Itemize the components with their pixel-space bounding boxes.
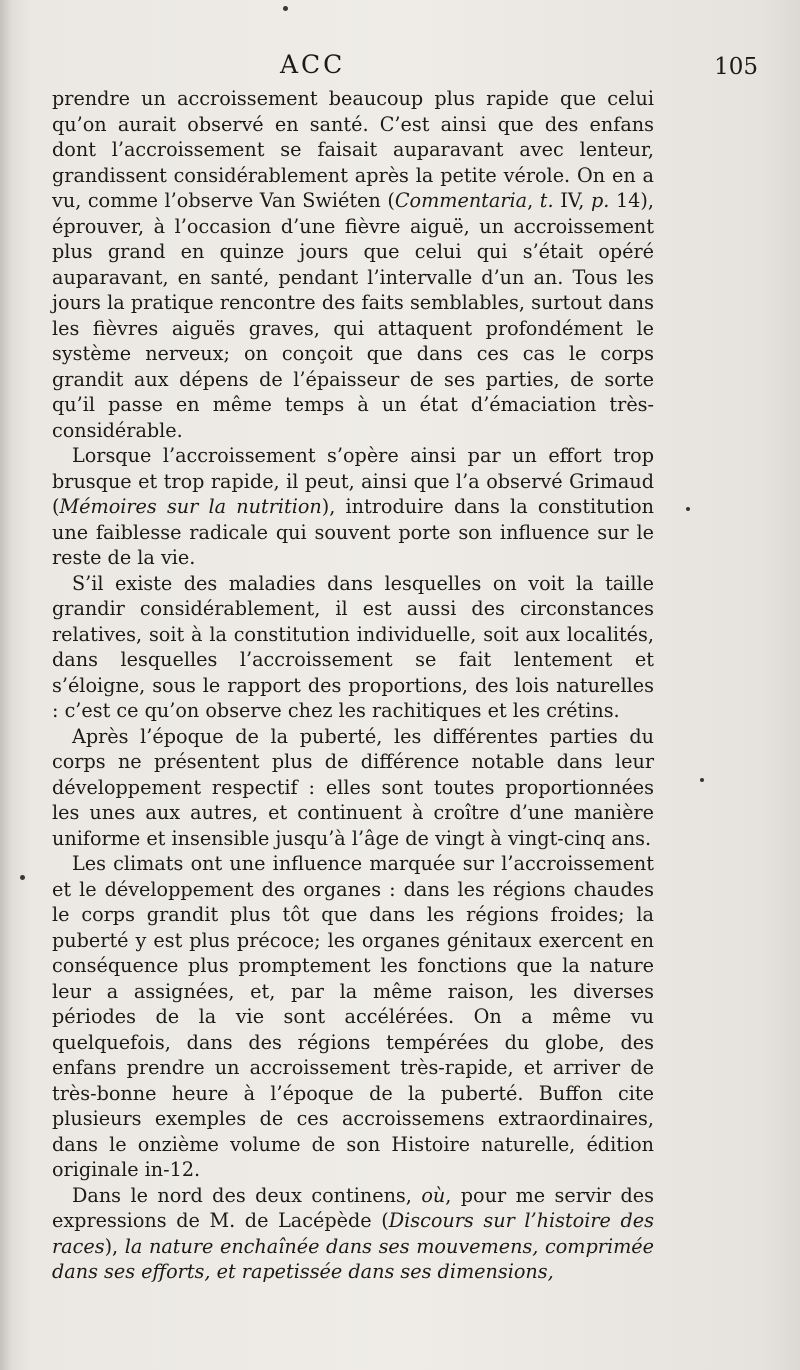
italic-run: Commentaria <box>394 189 528 212</box>
page-body <box>52 86 654 1285</box>
ink-speck <box>700 778 704 782</box>
text-run: ), introduire dans la constitution une faiblesse radicale qui souvent porte son influence sur le reste de la vie. <box>52 495 654 569</box>
paragraph <box>52 443 654 571</box>
text-run: , pour me servir des expressions de M. de Lacépède ( <box>52 1183 654 1232</box>
text-run: Dans le nord des deux continens, <box>72 1183 422 1207</box>
italic-run: t. <box>539 189 554 212</box>
ink-speck <box>20 875 25 880</box>
text-run: ), <box>104 1234 125 1258</box>
binding-shadow <box>0 0 12 1370</box>
running-head: ACC <box>280 50 346 79</box>
page-header <box>52 50 758 88</box>
paragraph <box>52 724 654 852</box>
paragraph <box>52 1183 654 1285</box>
paragraph <box>52 571 654 724</box>
ink-speck <box>283 6 288 11</box>
italic-run: la nature enchaînée dans ses mouvemens, comprimée dans ses efforts, et rapetissée dans ses dimensions, <box>52 1234 654 1283</box>
ink-speck <box>686 507 690 511</box>
text-run: Après l’époque de la puberté, les différentes parties du corps ne présentent plus de différence notable dans leur développement respectif : elles sont toutes proportionnées les unes aux autres, et continuent à croître d’une manière uniforme et insensible jusqu’à l’âge de vingt à vingt-cinq ans. <box>52 724 654 850</box>
italic-run: Discours sur l’histoire des races <box>52 1209 654 1258</box>
text-run: prendre un accroissement beaucoup plus rapide que celui qu’on aurait observé en santé. C’est ainsi que des enfans dont l’accroissement se faisait auparavant avec lenteur, grandissent considérablement après la petite vérole. On en a vu, comme l’observe Van Swiéten ( <box>52 87 654 212</box>
text-run: Les climats ont une influence marquée sur l’accroissement et le développement des organes : dans les régions chaudes le corps grandit plus tôt que dans les régions froides; la puberté y est plus précoce; les organes génitaux exercent en conséquence plus promptement les fonctions que la nature leur a assignées, et, par la même raison, les diverses périodes de la vie sont accélérées. On a même vu quelquefois, dans des régions tempérées du globe, des enfans prendre un accroissement très-rapide, et arriver de très-bonne heure à l’époque de la puberté. Buffon cite plusieurs exemples de ces accroissemens extraordinaires, dans le onzième volume de son Histoire naturelle, édition originale in-12. <box>52 852 654 1181</box>
paragraph <box>52 86 654 443</box>
text-run: IV, <box>553 189 591 212</box>
paragraph <box>52 851 654 1183</box>
page-number: 105 <box>714 54 758 80</box>
text-run: 14), éprouver, à l’occasion d’une fièvre aiguë, un accroissement plus grand en quinze jours que celui qui s’était opéré auparavant, en santé, pendant l’intervalle d’un an. Tous les jours la pratique rencontre des faits semblables, surtout dans les fièvres aiguës graves, qui attaquent profondément le système nerveux; on conçoit que dans ces cas le corps grandit aux dépens de l’épaisseur de ses parties, de sorte qu’il passe en même temps à un état d’émaciation très-considérable. <box>52 189 654 442</box>
italic-run: où <box>421 1183 446 1207</box>
text-run: , <box>527 189 540 212</box>
italic-run: Mémoires sur la nutrition <box>59 495 322 518</box>
text-run: S’il existe des maladies dans lesquelles on voit la taille grandir considérablement, il est aussi des circonstances relatives, soit à la constitution individuelle, soit aux localités, dans lesquelles l’accroissement se fait lentement et s’éloigne, sous le rapport des proportions, des lois naturelles : c’est ce qu’on observe chez les rachitiques et les crétins. <box>52 571 654 722</box>
italic-run: p. <box>590 189 610 212</box>
text-run: Lorsque l’accroissement s’opère ainsi par un effort trop brusque et trop rapide, il peut, ainsi que l’a observé Grimaud ( <box>52 444 654 518</box>
